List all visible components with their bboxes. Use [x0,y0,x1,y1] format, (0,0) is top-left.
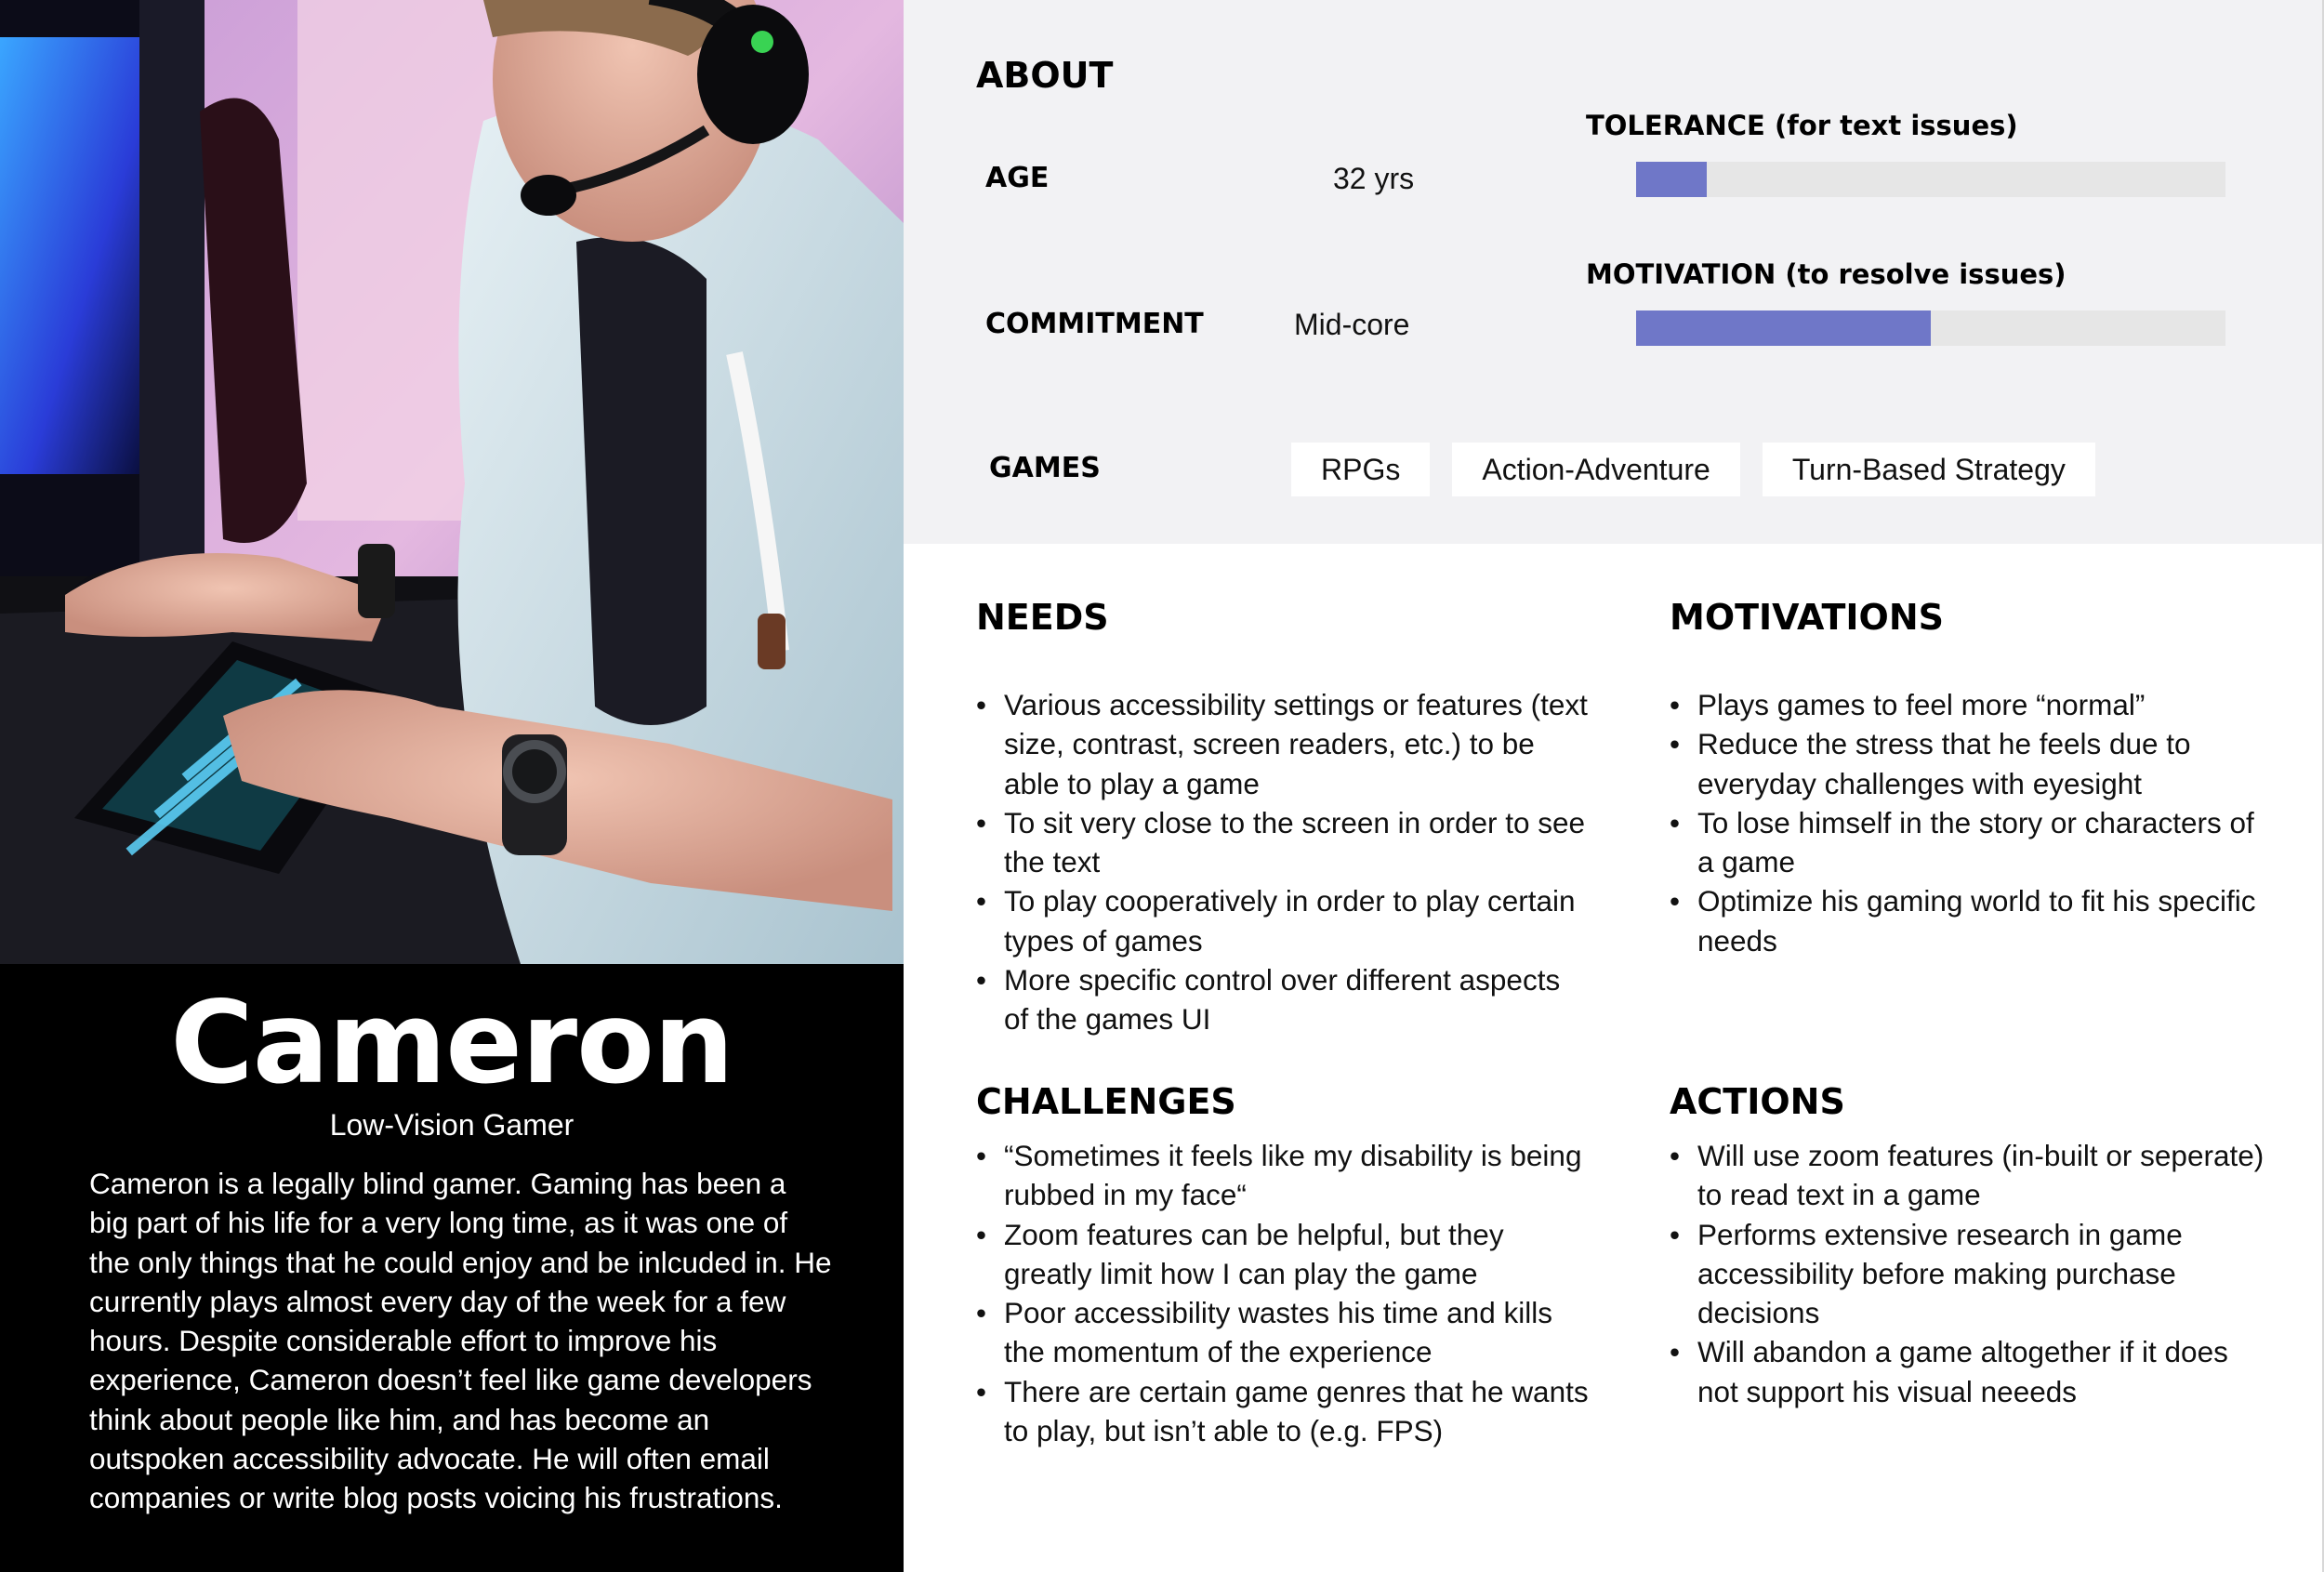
challenges-title: CHALLENGES [976,1081,1236,1122]
actions-title: ACTIONS [1670,1081,1845,1122]
persona-role: Low-Vision Gamer [329,1108,574,1142]
challenges-item: • Poor accessibility wastes his time and kills the momentum of the experience [976,1293,1590,1372]
actions-item: • Performs extensive research in game accessibility before making purchase decisions [1670,1215,2265,1333]
needs-item: • More specific control over different aspects of the games UI [976,960,1590,1039]
motivations-item: • To lose himself in the story or characters of a game [1670,803,2265,882]
motivations-item: • Reduce the stress that he feels due to everyday challenges with eyesight [1670,724,2265,803]
actions-item: • Will use zoom features (in-built or seperate) to read text in a game [1670,1136,2265,1215]
actions-list [1670,1136,2265,1411]
motivation-label: MOTIVATION (to resolve issues) [1586,258,2067,290]
motivations-title: MOTIVATIONS [1670,597,1945,638]
game-tag: RPGs [1291,443,1430,496]
persona-photo [0,0,904,964]
motivation-bar-fill [1636,310,1931,346]
needs-title: NEEDS [976,597,1109,638]
motivations-item: • Optimize his gaming world to fit his specific needs [1670,881,2265,960]
age-label: AGE [985,162,1050,194]
games-tags [1291,443,2095,496]
about-panel [904,0,2324,544]
challenges-item: • There are certain game genres that he wants to play, but isn’t able to (e.g. FPS) [976,1372,1590,1451]
motivation-bar [1636,310,2225,346]
actions-item: • Will abandon a game altogether if it does not support his visual neeeds [1670,1332,2265,1411]
commitment-value: Mid-core [1294,308,1410,341]
persona-bio: Cameron is a legally blind gamer. Gaming has been a big part of his life for a very long time, as it was one of the only things that he could enjoy and be inlcuded in. He currently plays almost every day of the week for a few hours. Despite considerable effort to improve his experience, Cameron doesn’t feel like game developers think about people like him, and has become an outspoken accessibility advocate. He will often email companies or write blog posts voicing his frustrations. [89,1167,832,1515]
tolerance-label: TOLERANCE (for text issues) [1586,110,2018,141]
challenges-item: • “Sometimes it feels like my disability is being rubbed in my face“ [976,1136,1590,1215]
commitment-label: COMMITMENT [985,308,1204,340]
motivations-list [1670,685,2265,960]
persona-panel [0,0,904,1572]
tolerance-bar-fill [1636,162,1707,197]
about-title: ABOUT [976,55,1114,96]
game-tag: Turn-Based Strategy [1763,443,2095,496]
game-tag: Action-Adventure [1452,443,1739,496]
needs-item: • To sit very close to the screen in order to see the text [976,803,1590,882]
motivations-item: • Plays games to feel more “normal” [1670,685,2265,724]
needs-list [976,685,1590,1039]
needs-item: • Various accessibility settings or features (text size, contrast, screen readers, etc.) to be able to play a game [976,685,1590,803]
persona-name: Cameron [170,977,733,1109]
challenges-item: • Zoom features can be helpful, but they greatly limit how I can play the game [976,1215,1590,1294]
challenges-list [976,1136,1590,1450]
tolerance-bar [1636,162,2225,197]
games-label: GAMES [989,452,1101,484]
age-value: 32 yrs [1333,162,1415,195]
needs-item: • To play cooperatively in order to play certain types of games [976,881,1590,960]
